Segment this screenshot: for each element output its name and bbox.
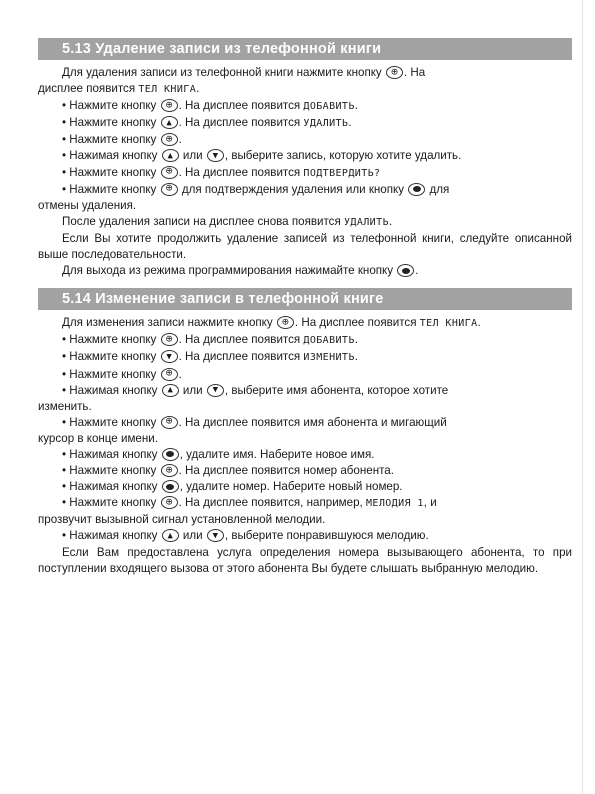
down-arrow-key-icon: ▼ xyxy=(207,149,224,162)
menu-key-icon: ⊕ xyxy=(386,66,403,79)
list-item: • Нажмите кнопку ⊕ . xyxy=(62,133,182,147)
menu-key-icon: ⊕ xyxy=(161,368,178,381)
list-item: • Нажимая кнопку , удалите имя. Наберите новое имя. xyxy=(62,447,375,461)
section-heading-delete-entry: 5.13 Удаление записи из телефонной книги xyxy=(38,38,572,60)
up-arrow-key-icon: ▲ xyxy=(162,384,179,397)
up-arrow-key-icon: ▲ xyxy=(162,529,179,542)
paragraph: дисплее появится ТЕЛ КНИГА. xyxy=(38,82,200,96)
paragraph: Для удаления записи из телефонной книги нажмите кнопку ⊕ . На xyxy=(62,66,426,79)
list-item: • Нажмите кнопку ⊕ . xyxy=(62,367,182,381)
paragraph: изменить. xyxy=(38,399,92,413)
down-arrow-key-icon: ▼ xyxy=(161,350,178,363)
menu-key-icon: ⊕ xyxy=(161,166,178,179)
paragraph: После удаления записи на дисплее снова появится УДАЛИТЬ. xyxy=(62,214,393,228)
menu-key-icon: ⊕ xyxy=(161,416,178,429)
list-item: • Нажимая кнопку ▲ или ▼ , выберите запись, которую хотите удалить. xyxy=(62,149,462,163)
page-edge-rule xyxy=(582,0,583,794)
manual-page xyxy=(38,38,572,577)
paragraph: Если Вам предоставлена услуга определения номера вызывающего абонента, то при поступлении входящего вызова от этого абонента Вы будете слышать выбранную мелодию. xyxy=(38,545,572,575)
list-item: • Нажимая кнопку ▲ или ▼ , выберите понравившуюся мелодию. xyxy=(62,529,429,543)
section-heading-edit-entry: 5.14 Изменение записи в телефонной книге xyxy=(38,288,572,310)
list-item: • Нажмите кнопку ▼ . На дисплее появится ИЗМЕНИТЬ. xyxy=(62,350,359,364)
menu-key-icon: ⊕ xyxy=(161,496,178,509)
display-text: ТЕЛ КНИГА xyxy=(138,84,197,96)
list-item: • Нажмите кнопку ⊕ . На дисплее появится имя абонента и мигающий xyxy=(62,415,447,429)
menu-key-icon: ⊕ xyxy=(161,133,178,146)
paragraph: отмены удаления. xyxy=(38,198,137,212)
list-item: • Нажимая кнопку ▲ или ▼ , выберите имя абонента, которое хотите xyxy=(62,383,449,397)
list-item: • Нажимая кнопку , удалите номер. Наберите новый номер. xyxy=(62,480,403,494)
list-item: • Нажмите кнопку ▲ . На дисплее появится УДАЛИТЬ. xyxy=(62,116,352,130)
list-item: • Нажмите кнопку ⊕ . На дисплее появится ДОБАВИТЬ. xyxy=(62,333,359,347)
menu-key-icon: ⊕ xyxy=(277,316,294,329)
display-text: МЕЛОДИЯ 1 xyxy=(366,498,424,510)
down-arrow-key-icon: ▼ xyxy=(207,529,224,542)
cancel-key-icon xyxy=(408,183,425,196)
display-text: ПОДТВЕРДИТЬ? xyxy=(303,167,381,179)
list-item: • Нажмите кнопку ⊕ . На дисплее появится номер абонента. xyxy=(62,464,394,478)
display-text: ДОБАВИТЬ xyxy=(303,101,355,113)
display-text: УДАЛИТЬ xyxy=(343,216,389,228)
paragraph: прозвучит вызывной сигнал установленной мелодии. xyxy=(38,513,326,527)
menu-key-icon: ⊕ xyxy=(161,333,178,346)
up-arrow-key-icon: ▲ xyxy=(162,149,179,162)
menu-key-icon: ⊕ xyxy=(161,183,178,196)
list-item: • Нажмите кнопку ⊕ . На дисплее появится ДОБАВИТЬ. xyxy=(62,99,359,113)
list-item: • Нажмите кнопку ⊕ . На дисплее появится ПОДТВЕРДИТЬ? xyxy=(62,165,381,179)
up-arrow-key-icon: ▲ xyxy=(161,116,178,129)
display-text: УДАЛИТЬ xyxy=(303,118,349,130)
display-text: ДОБАВИТЬ xyxy=(303,335,355,347)
menu-key-icon: ⊕ xyxy=(161,99,178,112)
list-item: • Нажмите кнопку ⊕ . На дисплее появится, например, МЕЛОДИЯ 1, и xyxy=(62,496,437,510)
display-text: ИЗМЕНИТЬ xyxy=(303,352,355,364)
down-arrow-key-icon: ▼ xyxy=(207,384,224,397)
paragraph: Для выхода из режима программирования нажимайте кнопку . xyxy=(62,264,419,278)
paragraph: Для изменения записи нажмите кнопку ⊕ . На дисплее появится ТЕЛ КНИГА. xyxy=(62,316,481,330)
cancel-key-icon xyxy=(162,448,179,461)
display-text: ТЕЛ КНИГА xyxy=(419,318,478,330)
menu-key-icon: ⊕ xyxy=(161,464,178,477)
paragraph: Если Вы хотите продолжить удаление записей из телефонной книги, следуйте описанной выше последовательности. xyxy=(38,231,572,262)
list-item: • Нажмите кнопку ⊕ для подтверждения удаления или кнопку для xyxy=(62,182,450,196)
cancel-key-icon xyxy=(162,480,179,493)
paragraph: курсор в конце имени. xyxy=(38,431,158,445)
cancel-key-icon xyxy=(397,264,414,277)
